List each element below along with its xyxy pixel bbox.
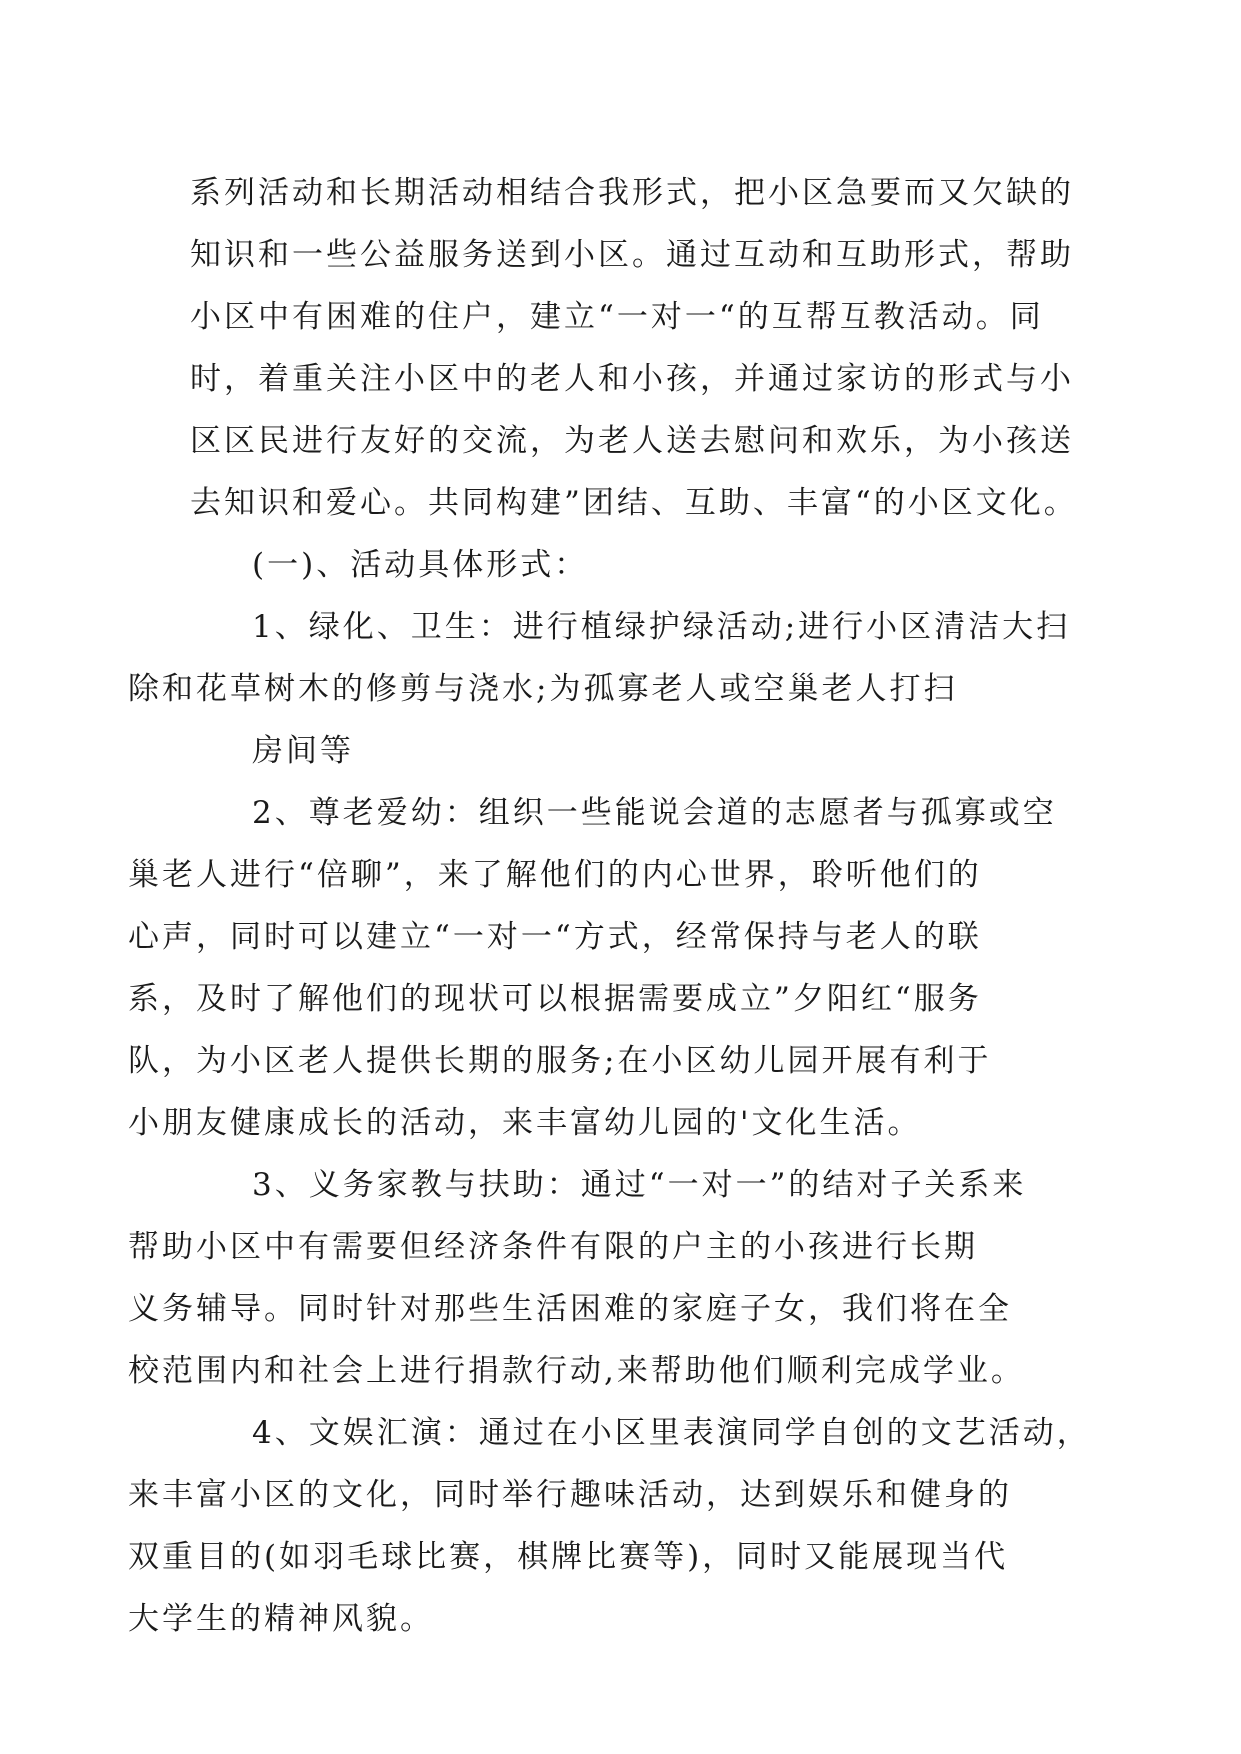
text-line: 系，及时了解他们的现状可以根据需要成立”夕阳红“服务 [128, 981, 982, 1017]
text-line: 区区民进行友好的交流，为老人送去慰问和欢乐，为小孩送 [190, 423, 1074, 459]
paragraph-intro [190, 162, 1078, 534]
text-line: 帮助小区中有需要但经济条件有限的户主的小孩进行长期 [128, 1229, 978, 1265]
text-line: 时，着重关注小区中的老人和小孩，并通过家访的形式与小 [190, 361, 1074, 397]
paragraph-elderly-care [128, 782, 1060, 1154]
text-line: 义务辅导。同时针对那些生活困难的家庭子女，我们将在全 [128, 1291, 1012, 1327]
paragraph-tutoring [128, 1154, 1060, 1402]
paragraph-greening-continued [190, 720, 1060, 782]
text-line: 大学生的精神风貌。 [128, 1601, 434, 1637]
text-line: 3、义务家教与扶助：通过“一对一”的结对子关系来 [252, 1167, 1027, 1203]
text-line: 小区中有困难的住户，建立“一对一“的互帮互教活动。同 [190, 299, 1044, 335]
text-line: 来丰富小区的文化，同时举行趣味活动，达到娱乐和健身的 [128, 1477, 1012, 1513]
text-line: 1、绿化、卫生：进行植绿护绿活动;进行小区清洁大扫 [252, 609, 1071, 645]
text-line: 校范围内和社会上进行捐款行动,来帮助他们顺利完成学业。 [128, 1353, 1025, 1389]
document-body [128, 162, 1091, 1650]
section-heading [190, 534, 1060, 596]
text-line: 除和花草树木的修剪与浇水;为孤寡老人或空巢老人打扫 [128, 671, 958, 707]
text-line: 双重目的(如羽毛球比赛，棋牌比赛等)，同时又能展现当代 [128, 1539, 1009, 1575]
paragraph-greening [128, 596, 1071, 720]
text-line: 知识和一些公益服务送到小区。通过互动和互助形式，帮助 [190, 237, 1074, 273]
text-line: 去知识和爱心。共同构建”团结、互助、丰富“的小区文化。 [190, 485, 1078, 521]
text-line: 队，为小区老人提供长期的服务;在小区幼儿园开展有利于 [128, 1043, 992, 1079]
text-line: (一)、活动具体形式： [252, 547, 589, 583]
text-line: 房间等 [252, 733, 354, 769]
text-line: 4、文娱汇演：通过在小区里表演同学自创的文艺活动， [252, 1415, 1091, 1451]
text-line: 系列活动和长期活动相结合我形式，把小区急要而又欠缺的 [190, 175, 1074, 211]
paragraph-performance [128, 1402, 1091, 1650]
text-line: 小朋友健康成长的活动，来丰富幼儿园的'文化生活。 [128, 1105, 922, 1141]
text-line: 2、尊老爱幼：组织一些能说会道的志愿者与孤寡或空 [252, 795, 1057, 831]
text-line: 巢老人进行“倍聊”，来了解他们的内心世界，聆听他们的 [128, 857, 982, 893]
text-line: 心声，同时可以建立“一对一“方式，经常保持与老人的联 [128, 919, 982, 955]
